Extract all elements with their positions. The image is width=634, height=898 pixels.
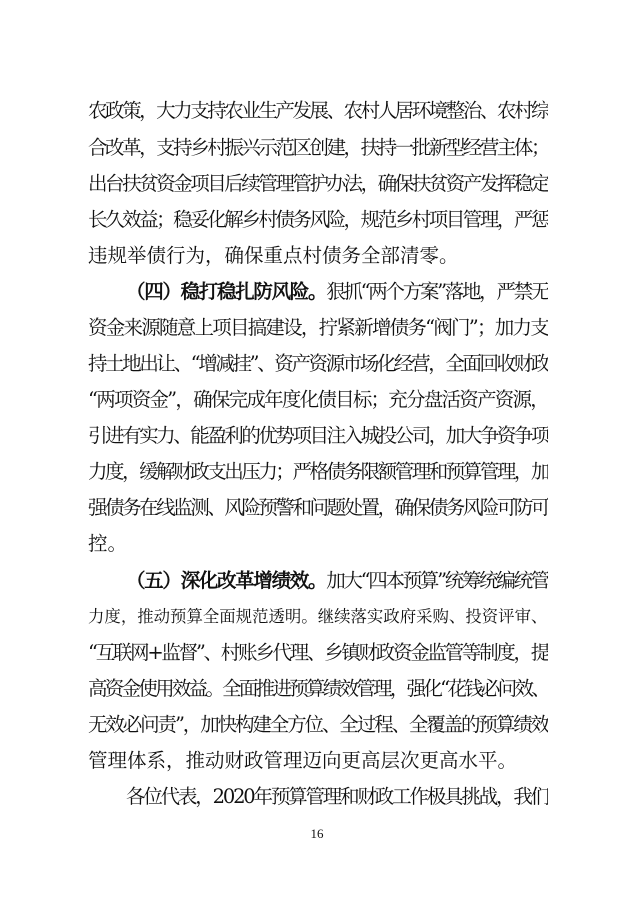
text-line: 力度，推动预算全面规范透明。继续落实政府采购、投资评审、 bbox=[88, 607, 548, 626]
text-line: 资金来源随意上项目搞建设，拧紧新增债务“阀门”；加力支 bbox=[88, 316, 548, 339]
text-line: 持土地出让、“增减挂”、资产资源市场化经营，全面回收财政 bbox=[88, 352, 548, 375]
text-line: 无效必问责”，加快构建全方位、全过程、全覆盖的预算绩效 bbox=[88, 713, 548, 736]
text-line: 引进有实力、能盈利的优势项目注入城投公司，加大争资争项 bbox=[88, 424, 548, 447]
section-heading-line: （四）稳打稳扎防风险。狠抓“两个方案”落地，严禁无 bbox=[126, 280, 548, 303]
text-line: “互联网+监督”、村账乡代理、乡镇财政资金监管等制度，提 bbox=[88, 641, 548, 664]
text-line: 管理体系，推动财政管理迈向更高层次更高水平。 bbox=[88, 749, 518, 772]
text-line: 控。 bbox=[88, 532, 128, 555]
section-heading: （五）深化改革增绩效。 bbox=[126, 569, 327, 592]
text-line: 合改革，支持乡村振兴示范区创建，扶持一批新型经营主体； bbox=[88, 136, 548, 159]
text-line: 各位代表，2020年预算管理和财政工作极具挑战，我们 bbox=[126, 785, 548, 808]
text-line: 长久效益；稳妥化解乡村债务风险，规范乡村项目管理，严惩 bbox=[88, 208, 548, 231]
text-line: 农政策，大力支持农业生产发展、农村人居环境整治、农村综 bbox=[88, 99, 548, 122]
section-heading-line: （五）深化改革增绩效。加大“四本预算”统筹统编统管 bbox=[126, 569, 548, 592]
section-heading: （四）稳打稳扎防风险。 bbox=[126, 280, 327, 303]
text-line: “两项资金”，确保完成年度化债目标；充分盘活资产资源， bbox=[88, 388, 548, 411]
text-line: 力度，缓解财政支出压力；严格债务限额管理和预算管理，加 bbox=[88, 460, 548, 483]
page-number: 16 bbox=[310, 826, 324, 841]
text-line: 违规举债行为，确保重点村债务全部清零。 bbox=[88, 244, 459, 267]
text-line: 强债务在线监测、风险预警和问题处置，确保债务风险可防可 bbox=[88, 496, 548, 519]
text-line: 出台扶贫资金项目后续管理管护办法，确保扶贫资产发挥稳定 bbox=[88, 172, 548, 195]
text-line: 高资金使用效益。全面推进预算绩效管理，强化“花钱必问效、 bbox=[88, 677, 548, 700]
